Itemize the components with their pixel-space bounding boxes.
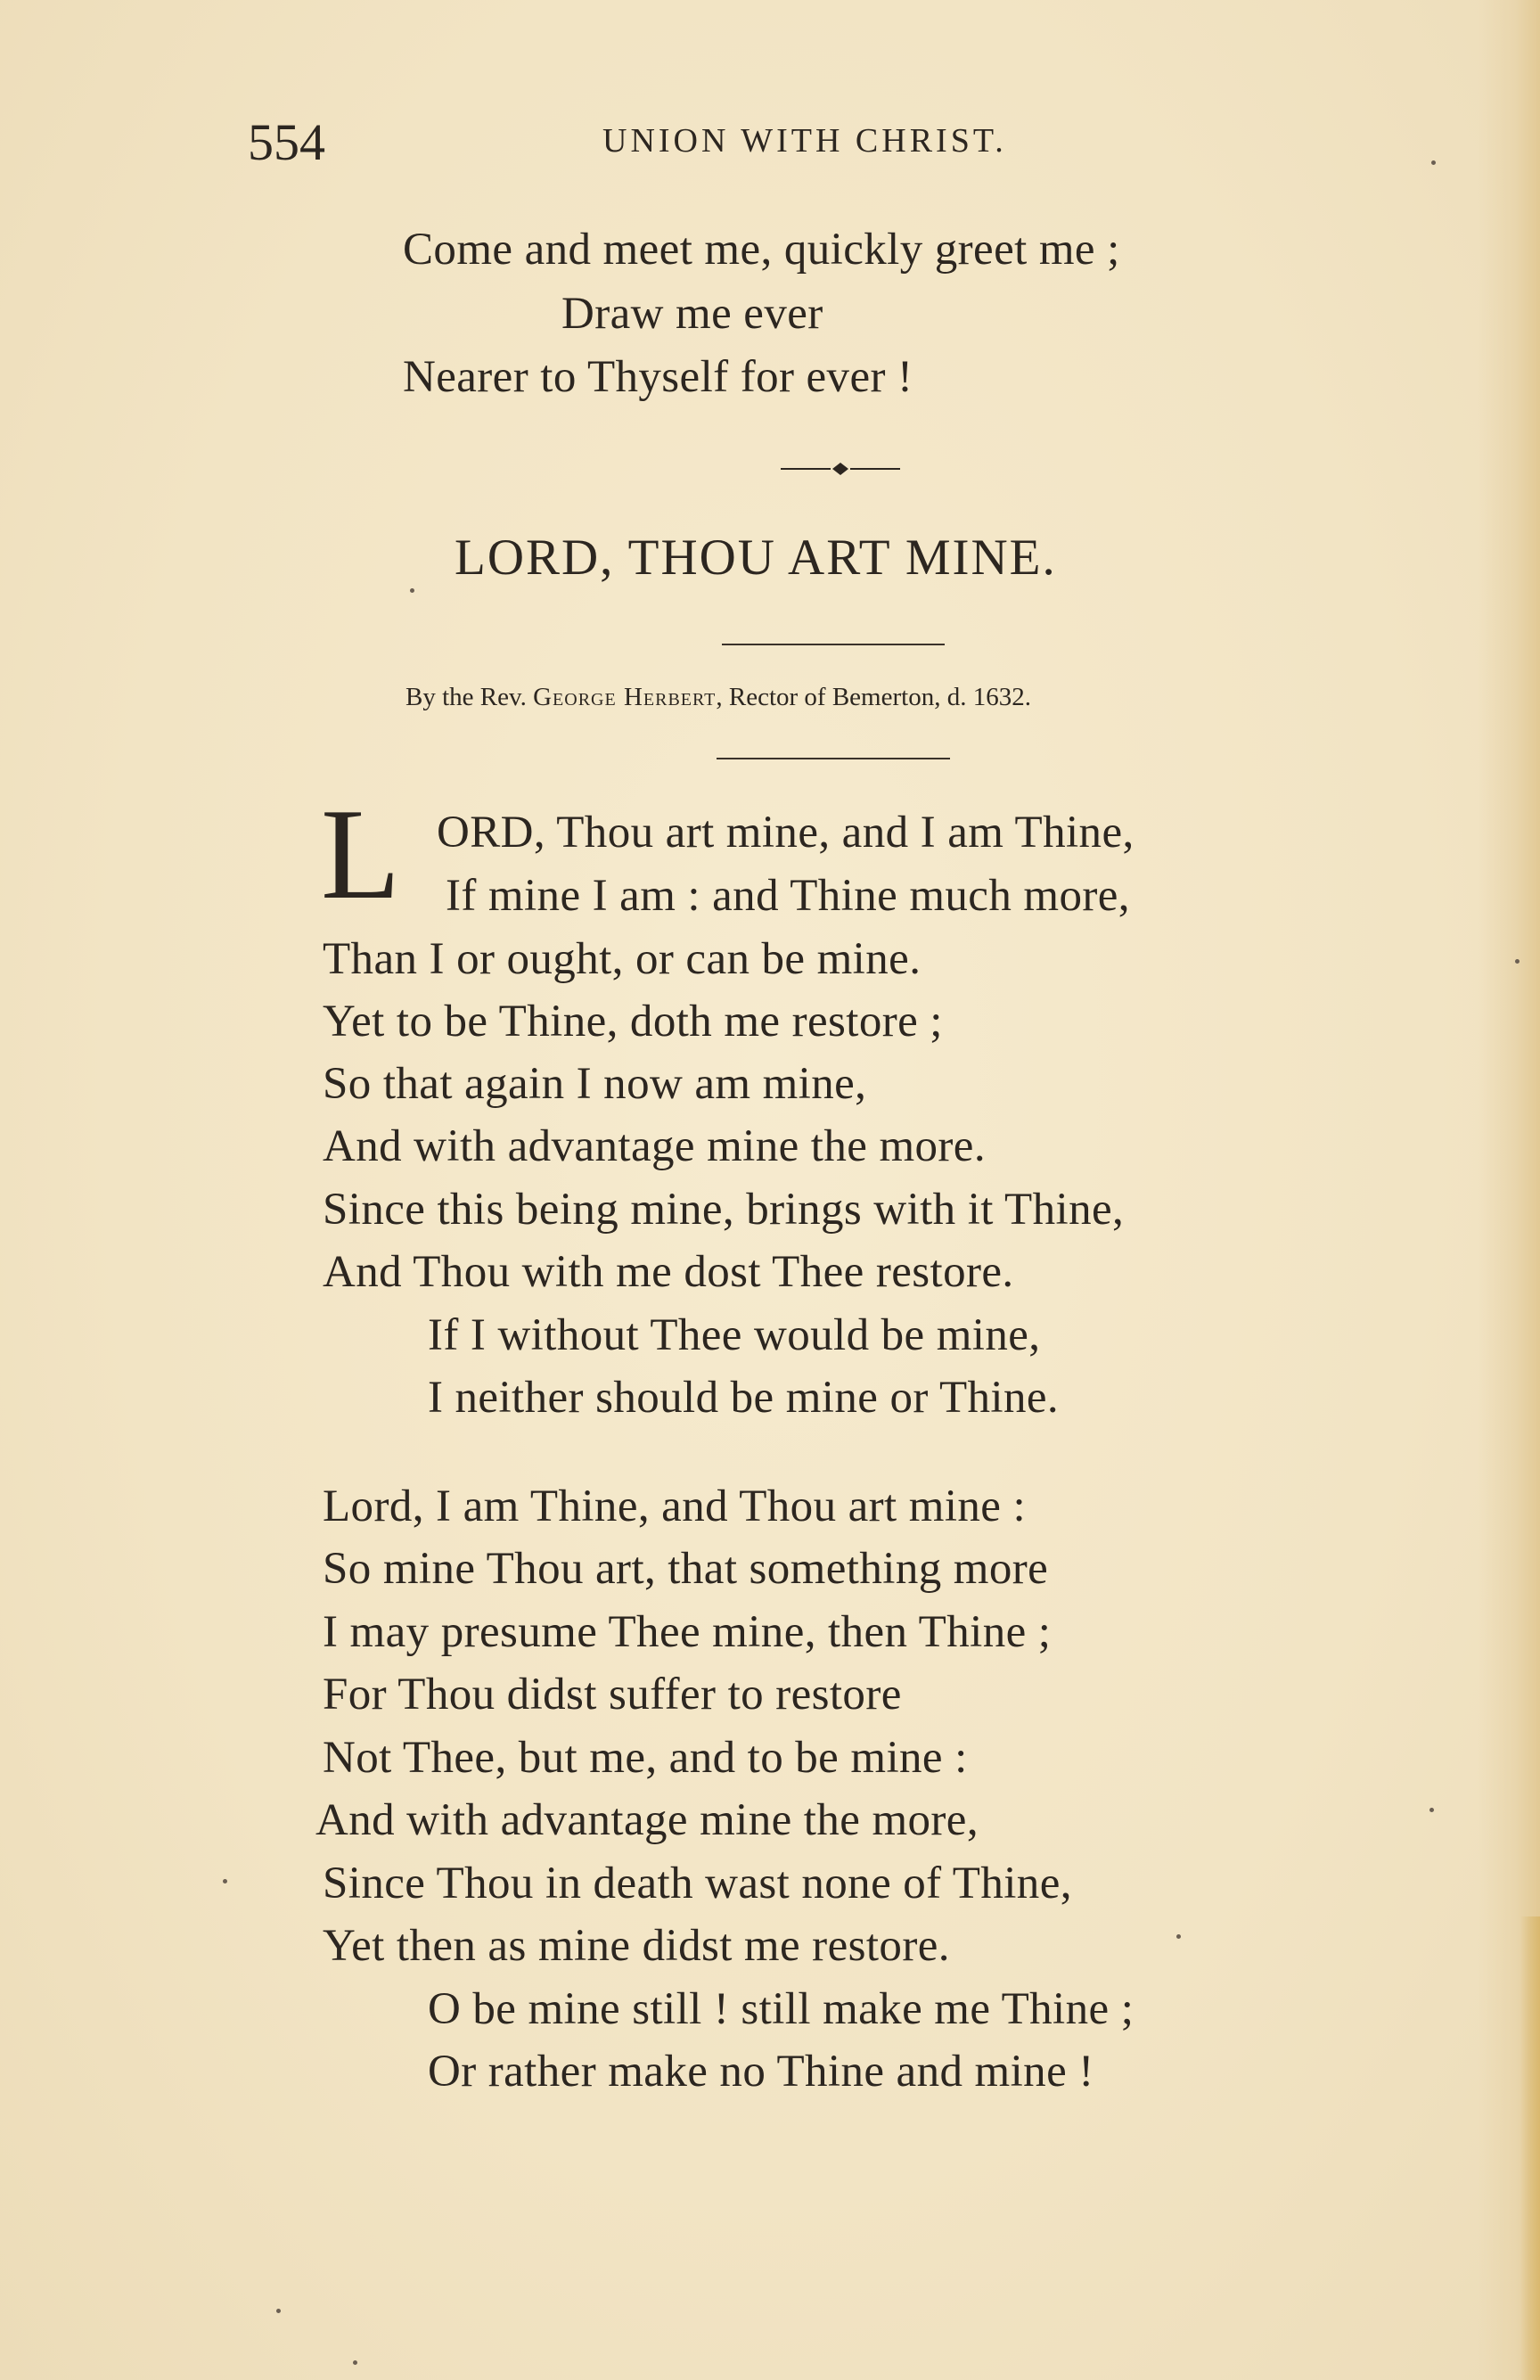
verse-line: If I without Thee would be mine, (428, 1310, 1041, 1360)
byline-rule (717, 758, 950, 759)
verse-line: If mine I am : and Thine much more, (446, 871, 1130, 921)
verse-line: Since this being mine, brings with it Thine, (323, 1185, 1125, 1235)
verse-line: Not Thee, but me, and to be mine : (323, 1733, 968, 1783)
section-divider-ornament (781, 458, 900, 480)
paper-speck (1176, 1934, 1181, 1939)
verse-line: O be mine still ! still make me Thine ; (428, 1984, 1135, 2034)
drop-cap-letter: L (321, 782, 401, 926)
verse-line: I may presume Thee mine, then Thine ; (323, 1607, 1052, 1657)
paper-speck (223, 1879, 227, 1883)
page-number: 554 (248, 113, 325, 171)
verse-line: Than I or ought, or can be mine. (323, 934, 922, 984)
verse-line: And with advantage mine the more. (323, 1121, 986, 1171)
verse-line: Or rather make no Thine and mine ! (428, 2047, 1094, 2097)
paper-speck (410, 588, 414, 593)
poem-title: LORD, THOU ART MINE. (455, 529, 1057, 586)
verse-line: So mine Thou art, that something more (323, 1544, 1049, 1594)
verse-line: And with advantage mine the more, (315, 1795, 979, 1845)
verse-line: And Thou with me dost Thee restore. (323, 1247, 1014, 1297)
paper-speck (353, 2360, 357, 2365)
verse-line: For Thou didst suffer to restore (323, 1670, 902, 1719)
verse-line: Draw me ever (561, 289, 823, 339)
byline-suffix: , Rector of Bemerton, d. 1632. (716, 683, 1031, 711)
verse-line: Come and meet me, quickly greet me ; (403, 225, 1120, 275)
verse-line: ORD, Thou art mine, and I am Thine, (437, 808, 1135, 858)
verse-line: Yet then as mine didst me restore. (323, 1921, 950, 1971)
byline-prefix: By the Rev. (405, 683, 527, 711)
paper-speck (276, 2309, 281, 2313)
paper-speck (1515, 959, 1520, 964)
paper-speck (1429, 1808, 1434, 1812)
poem-byline (405, 681, 1031, 713)
verse-line: So that again I now am mine, (323, 1059, 867, 1109)
paper-speck (1431, 160, 1436, 165)
verse-line: Nearer to Thyself for ever ! (403, 352, 913, 402)
page-edge-stain (1520, 1916, 1540, 2380)
verse-line: Since Thou in death wast none of Thine, (323, 1859, 1072, 1908)
verse-line: I neither should be mine or Thine. (428, 1373, 1060, 1423)
verse-line: Lord, I am Thine, and Thou art mine : (323, 1481, 1027, 1531)
title-rule (722, 644, 945, 645)
verse-line: Yet to be Thine, doth me restore ; (323, 997, 943, 1046)
running-head: UNION WITH CHRIST. (602, 122, 1007, 160)
byline-author: George Herbert (533, 683, 717, 711)
